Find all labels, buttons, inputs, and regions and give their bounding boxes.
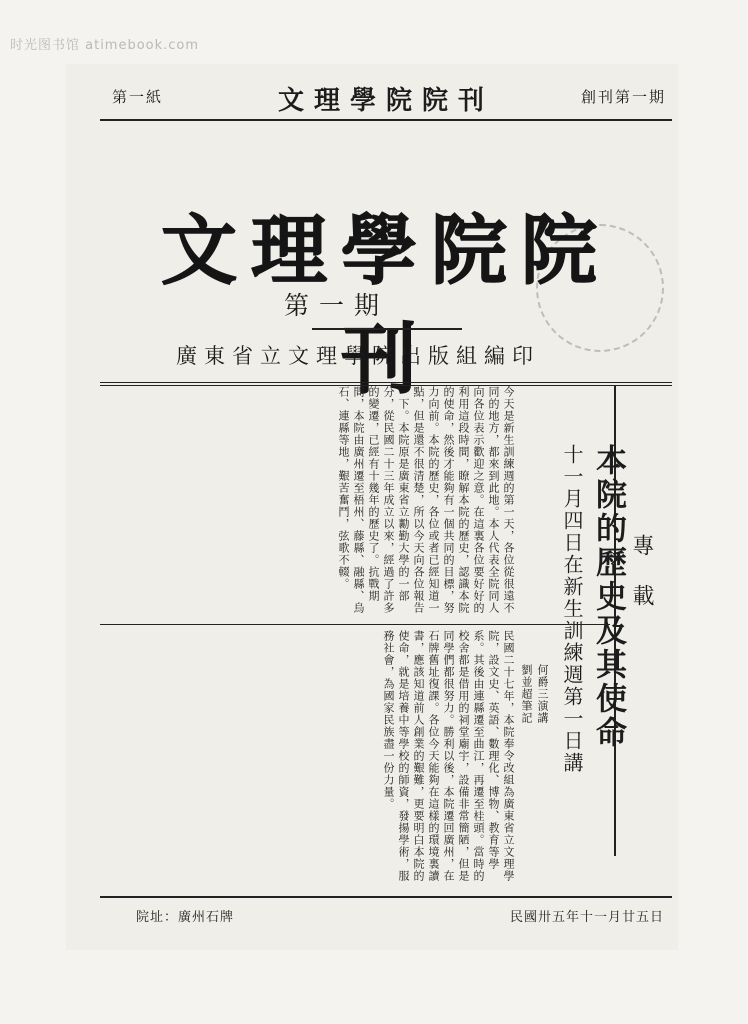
article-body-lower: 民國二十七年，本院奉令改組為廣東省立文理學院，設文史、英語、數理化、博物、教育等學系。其後由連縣遷至曲江，再遷至桂頭。當時的校舍都是借用的祠堂廟宇，設備非常簡陋，但是同學們都很努力。勝利以後，本院遷回廣州，在石牌舊址復課。各位今天能夠在這樣的環境裏讀書，應該知道前人創業的艱難，更要明白本院的使命，就是培養中等學校的師資，發揚學術，服務社會，為國家民族盡一份力量。 bbox=[382, 630, 515, 882]
bottom-rule bbox=[100, 896, 672, 898]
watermark: 时光图书馆 atimebook.com bbox=[10, 38, 200, 53]
issue-number: 第一期 bbox=[284, 291, 390, 320]
issue-underline bbox=[312, 328, 462, 330]
article-subtitle: 十一月四日在新生訓練週第一日講 bbox=[560, 444, 584, 774]
header-title: 文理學院院刊 bbox=[277, 86, 494, 116]
column-label: 專載 bbox=[629, 534, 654, 634]
section-divider bbox=[100, 624, 610, 625]
article-title: 本院的歷史及其使命 bbox=[590, 444, 626, 750]
masthead-rule bbox=[100, 382, 672, 383]
article-lecturer: 何爵三演講 bbox=[536, 664, 549, 724]
top-rule bbox=[100, 119, 672, 121]
footer-address: 院址：廣州石牌 bbox=[136, 910, 235, 925]
masthead-title: 文理學院院刊 bbox=[161, 206, 611, 404]
article-body-upper: 今天是新生訓練週的第一天，各位從很遠不同的地方，都來到此地。本人代表全院同人向各位表示歡迎之意。在這裏各位要好好的利用這段時間，瞭解本院的歷史，認識本院的使命，然後才能夠有一個共同的目標，努力向前。本院的歷史，各位或者已經知道一點，但是還不很清楚，所以今天向各位報告一下。本院原是廣東省立勷勤大學的一部分，從民國二十三年成立以來，經過了許多的變遷，已經有十幾年的歷史了。抗戰期間，本院由廣州遷至梧州、藤縣、融縣、烏石、連縣等地，艱苦奮鬥，弦歌不輟。 bbox=[337, 386, 515, 614]
header-issue-label: 創刊第一期 bbox=[580, 88, 666, 106]
newspaper-page bbox=[66, 64, 678, 950]
footer-date: 民國卅五年十一月廿五日 bbox=[509, 910, 664, 925]
publisher-line: 廣東省立文理學院出版組編印 bbox=[176, 344, 540, 368]
header-sheet-label: 第一紙 bbox=[112, 88, 164, 106]
article-recorder: 劉並超筆記 bbox=[520, 664, 533, 724]
